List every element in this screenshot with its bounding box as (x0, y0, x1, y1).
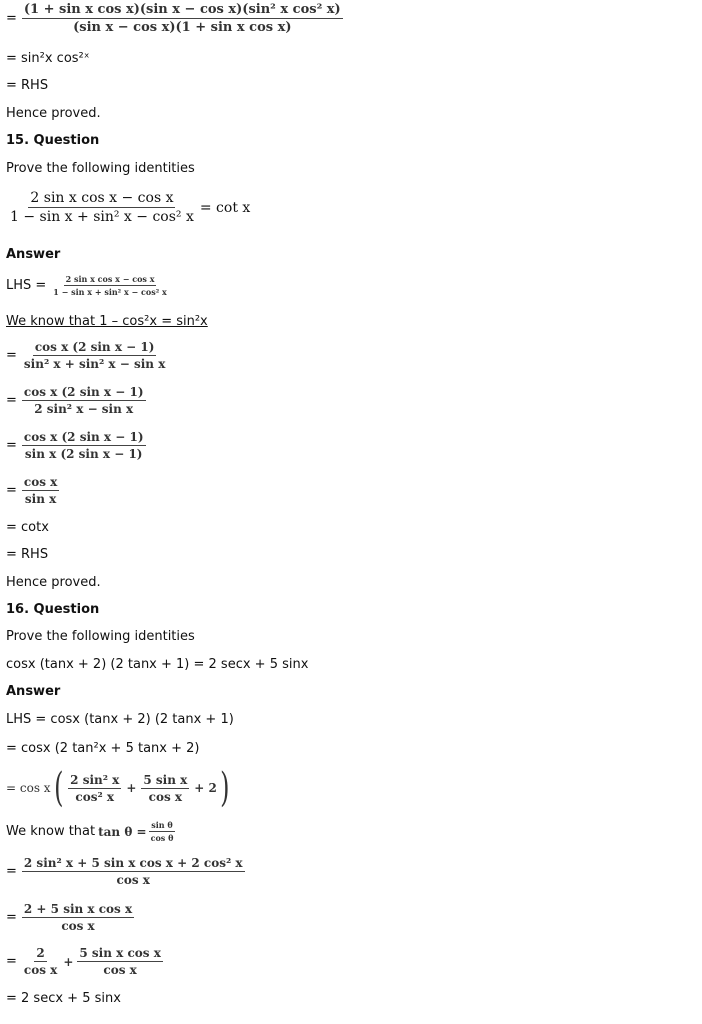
q15-answer-label: Answer (6, 247, 61, 262)
q16-step-2-fraction-a: $\frac{\text{2 sin² x}}{\text{cos² x}}$ (70, 772, 120, 804)
q15-know-that: We know that 1 – cos²x = sin²x (6, 314, 208, 329)
q15-step-2-fraction: $\frac{\text{cos x (2 sin x − 1)}}{\text{2 sin² x − sin x}}$ (23, 385, 144, 416)
q16-tan-fraction: $\frac{\text{sin θ}}{\text{cos θ}}$ (150, 820, 174, 843)
q14-step-sin-cos: = sin²x cos²ˣ (6, 51, 90, 66)
right-paren: ) (220, 765, 230, 811)
q15-step-2: = $\frac{\text{cos x (2 sin x − 1)}}{\text{2 sin² x − sin x}}$ (6, 385, 144, 416)
q14-hence-proved: Hence proved. (6, 106, 101, 121)
q16-know-that: We know that tan θ = $\frac{\text{sin θ}}{\text{cos θ}}$ (6, 820, 174, 843)
q16-step-5-fraction-b: $\frac{\text{5 sin x cos x}}{\text{cos x}}$ (79, 946, 161, 977)
q15-step-cotx: = cotx (6, 520, 49, 535)
q16-step-5-fraction-a: $\frac{2}{\text{cos x}}$ (23, 946, 58, 977)
q16-step-2-fraction-b: $\frac{\text{5 sin x}}{\text{cos x}}$ (143, 772, 188, 804)
q15-lhs: LHS = $\frac{\text{2 sin x cos x − cos x}}{\text{1 − sin x + sin² x − cos² x}}$ (6, 274, 167, 297)
q16-step-4-fraction: $\frac{\text{2 + 5 sin x cos x}}{\text{cos x}}$ (23, 902, 133, 933)
q15-identity: $\frac{\text{2 sin x cos x − cos x}}{\text{1 − sin x + sin² x − cos² x}}$ = cot x (10, 190, 251, 225)
q15-step-3: = $\frac{\text{cos x (2 sin x − 1)}}{\text{sin x (2 sin x − 1)}}$ (6, 430, 144, 461)
q15-step-4-fraction: $\frac{\text{cos x}}{\text{sin x}}$ (23, 475, 58, 506)
q16-step-2: = cos x ( $\frac{\text{2 sin² x}}{\text{cos² x}}$ + $\frac{\text{5 sin x}}{\text{cos x}}$ + 2 ) (6, 765, 230, 811)
q14-step-rhs: = RHS (6, 78, 49, 93)
q15-prompt: Prove the following identities (6, 161, 195, 176)
q16-step-3-fraction: $\frac{\text{2 sin² x + 5 sin x cos x + 2 cos² x}}{\text{cos x}}$ (23, 856, 243, 887)
q15-step-1-fraction: $\frac{\text{cos x (2 sin x − 1)}}{\text{sin² x + sin² x − sin x}}$ (23, 340, 166, 371)
q14-fraction-line: = $\frac{\text{(1 + sin x cos x)(sin x − cos x)(sin² x cos² x)}}{\text{(sin x − cos x)(1 + sin x cos x)}}$ (6, 2, 341, 35)
q16-identity: cosx (tanx + 2) (2 tanx + 1) = 2 secx + 5 sinx (6, 657, 309, 672)
q15-identity-fraction: $\frac{\text{2 sin x cos x − cos x}}{\text{1 − sin x + sin² x − cos² x}}$ (10, 190, 194, 225)
q16-lhs: LHS = cosx (tanx + 2) (2 tanx + 1) (6, 712, 234, 727)
left-paren: ( (53, 765, 64, 811)
q15-step-4: = $\frac{\text{cos x}}{\text{sin x}}$ (6, 475, 58, 506)
q14-fraction: $\frac{\text{(1 + sin x cos x)(sin x − cos x)(sin² x cos² x)}}{\text{(sin x − cos x)(1 + sin x cos x)}}$ (23, 2, 341, 35)
q16-step-final: = 2 secx + 5 sinx (6, 991, 121, 1006)
q15-lhs-fraction: $\frac{\text{2 sin x cos x − cos x}}{\text{1 − sin x + sin² x − cos² x}}$ (53, 274, 167, 297)
q15-step-1: = $\frac{\text{cos x (2 sin x − 1)}}{\text{sin² x + sin² x − sin x}}$ (6, 340, 166, 371)
q16-prompt: Prove the following identities (6, 629, 195, 644)
q15-step-rhs: = RHS (6, 547, 49, 562)
q15-hence-proved: Hence proved. (6, 575, 101, 590)
q16-heading: 16. Question (6, 602, 100, 617)
q15-step-3-fraction: $\frac{\text{cos x (2 sin x − 1)}}{\text{sin x (2 sin x − 1)}}$ (23, 430, 144, 461)
q16-answer-label: Answer (6, 684, 61, 699)
q16-step-3: = $\frac{\text{2 sin² x + 5 sin x cos x + 2 cos² x}}{\text{cos x}}$ (6, 856, 243, 887)
q16-step-4: = $\frac{\text{2 + 5 sin x cos x}}{\text{cos x}}$ (6, 902, 133, 933)
q15-heading: 15. Question (6, 133, 100, 148)
q16-step-5: = $\frac{2}{\text{cos x}}$ + $\frac{\text{5 sin x cos x}}{\text{cos x}}$ (6, 946, 161, 977)
q16-step-1: = cosx (2 tan²x + 5 tanx + 2) (6, 741, 200, 756)
